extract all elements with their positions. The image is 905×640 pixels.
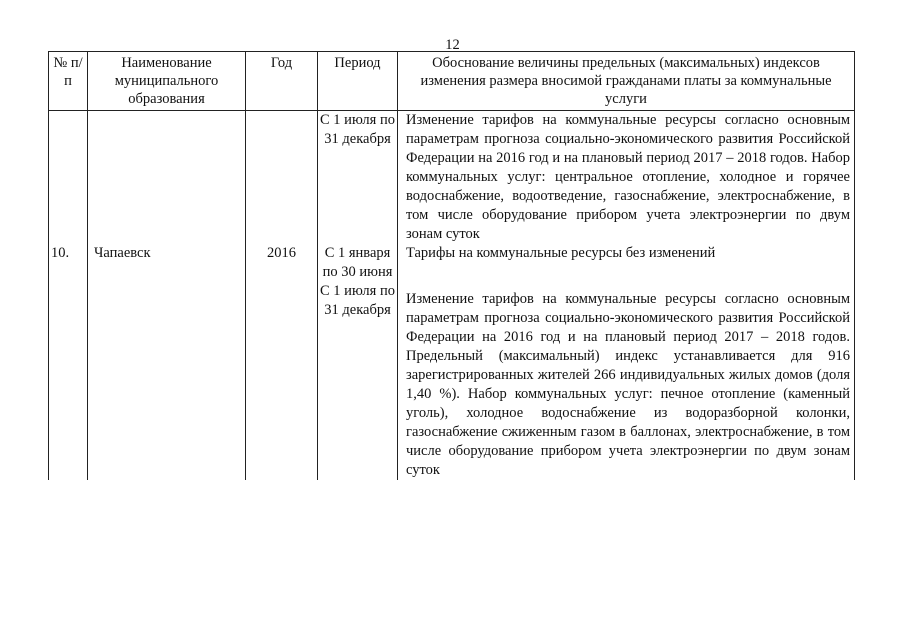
table-body bbox=[49, 111, 855, 481]
table-row bbox=[49, 111, 855, 245]
row-municipality bbox=[88, 111, 246, 245]
row-number bbox=[49, 282, 88, 480]
row-period: С 1 июля по 31 декабря bbox=[318, 282, 398, 480]
row-municipality bbox=[88, 282, 246, 480]
row-number: 10. bbox=[49, 244, 88, 282]
header-number: № п/п bbox=[49, 52, 88, 111]
table-row bbox=[49, 282, 855, 480]
row-justification: Изменение тарифов на коммунальные ресурсы согласно основным параметрам прогноза социально-экономического развития Российской Федерации на 2016 год и на плановый период 2017 – 2018 годов. Набор коммунальных услуг: центральное отопление, холодное и горячее водоснабжение, водоотведение, газоснабжение, электроснабжение, в том числе оборудование прибором учета электроэнергии по двум зонам суток bbox=[398, 111, 855, 245]
tariff-table bbox=[48, 51, 855, 480]
row-year bbox=[246, 111, 318, 245]
row-number bbox=[49, 111, 88, 245]
row-justification: Изменение тарифов на коммунальные ресурсы согласно основным параметрам прогноза социально-экономического развития Российской Федерации на 2016 год и на плановый период 2017 – 2018 годов. Предельный (максимальный) индекс устанавливается для 916 зарегистрированных жителей 266 индивидуальных жилых домов (доля 1,40 %). Набор коммунальных услуг: печное отопление (каменный уголь), холодное водоснабжение из водоразборной колонки, газоснабжение сжиженным газом в баллонах, электроснабжение, в том числе оборудование прибором учета электроэнергии по двум зонам суток bbox=[398, 282, 855, 480]
row-period: С 1 июля по 31 декабря bbox=[318, 111, 398, 245]
page-number: 12 bbox=[445, 37, 460, 53]
header-period: Период bbox=[318, 52, 398, 111]
row-justification: Тарифы на коммунальные ресурсы без изменений bbox=[398, 244, 855, 282]
row-municipality: Чапаевск bbox=[88, 244, 246, 282]
row-year: 2016 bbox=[246, 244, 318, 282]
table-row bbox=[49, 244, 855, 282]
header-justification: Обоснование величины предельных (максимальных) индексов изменения размера вносимой гражданами платы за коммунальные услуги bbox=[398, 52, 855, 111]
table-header bbox=[49, 52, 855, 111]
row-period: С 1 января по 30 июня bbox=[318, 244, 398, 282]
header-municipality: Наименование муниципального образования bbox=[88, 52, 246, 111]
header-year: Год bbox=[246, 52, 318, 111]
row-year bbox=[246, 282, 318, 480]
